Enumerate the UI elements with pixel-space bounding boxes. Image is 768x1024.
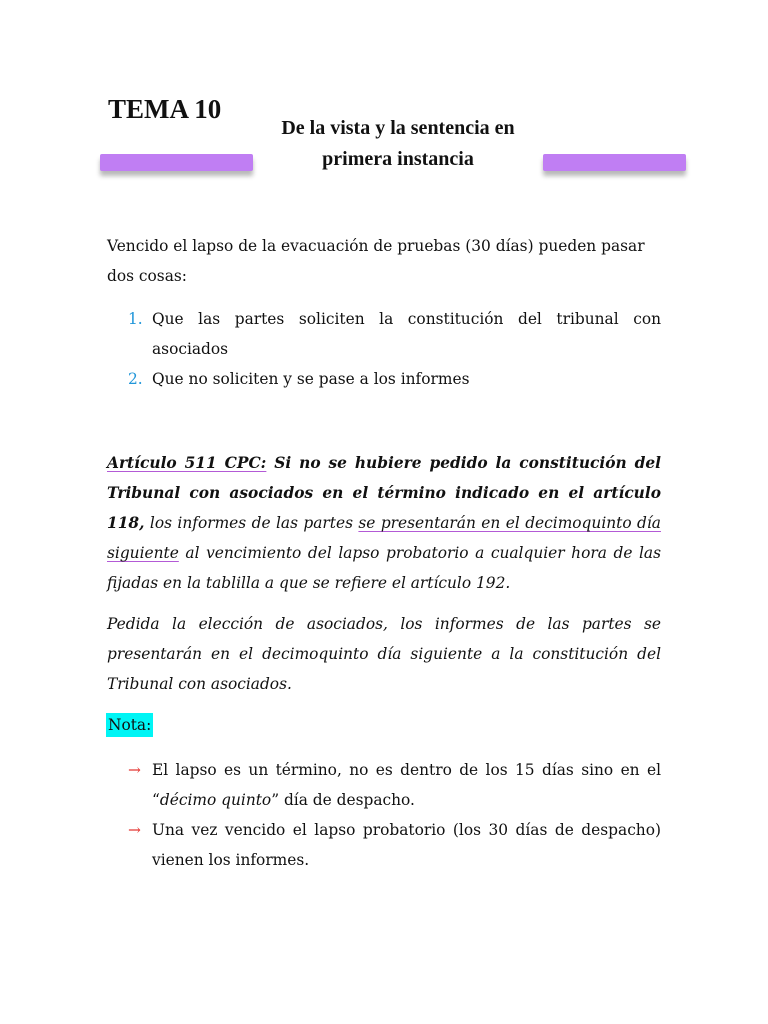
- nota-text-italic: décimo quinto: [159, 791, 272, 809]
- article-511-paragraph: [107, 448, 661, 598]
- article-text-b: al vencimiento del lapso probatorio a cualquier hora de las fijadas en la tablilla a que se refiere el artículo 192.: [107, 544, 661, 592]
- subtitle-line-1: De la vista y la sentencia en: [281, 117, 515, 139]
- list-item-text: [152, 761, 661, 809]
- page-title: TEMA 10: [108, 94, 222, 124]
- list-item-text: Que las partes soliciten la constitución del tribunal con asociados: [152, 310, 661, 358]
- title-decoration-bar-right: [543, 154, 686, 171]
- list-item: [128, 755, 661, 815]
- list-item: [128, 815, 661, 875]
- intro-paragraph: Vencido el lapso de la evacuación de pruebas (30 días) pueden pasar dos cosas:: [107, 237, 645, 285]
- subtitle-line-2: primera instancia: [322, 148, 474, 170]
- nota-text-b: ” día de despacho.: [271, 791, 415, 809]
- title-decoration-bar-left: [100, 154, 253, 171]
- nota-list: [128, 755, 661, 875]
- nota-label: Nota:: [106, 713, 153, 737]
- list-number: 1.: [128, 310, 143, 328]
- list-item: [128, 304, 661, 364]
- list-item: [128, 364, 661, 394]
- arrow-right-icon: →: [128, 761, 141, 779]
- arrow-right-icon: →: [128, 821, 141, 839]
- list-item-text: Que no soliciten y se pase a los informes: [152, 370, 470, 388]
- list-item-text: Una vez vencido el lapso probatorio (los 30 días de despacho) vienen los informes.: [152, 821, 661, 869]
- article-bold-text: Si no se hubiere pedido la constitución del Tribunal con asociados en el término indicado en el artículo 118,: [107, 454, 661, 532]
- options-list: [128, 304, 661, 394]
- article-underlined-text: se presentarán en el decimoquinto día siguiente: [107, 514, 661, 562]
- associates-paragraph: Pedida la elección de asociados, los informes de las partes se presentarán en el decimoquinto día siguiente a la constitución del Tribunal con asociados.: [107, 615, 661, 693]
- chapter-subtitle: [253, 113, 543, 175]
- article-text-a: los informes de las partes: [144, 514, 359, 532]
- nota-text-a: El lapso es un término, no es dentro de los 15 días sino en el “: [152, 761, 661, 809]
- list-number: 2.: [128, 370, 143, 388]
- article-label: Artículo 511 CPC:: [107, 454, 267, 472]
